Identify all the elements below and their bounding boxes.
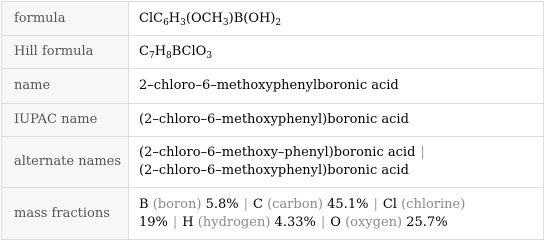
formula-subscript: 3 xyxy=(180,17,186,28)
alternate-name: (2–chloro–6–methoxyphenyl)boronic acid xyxy=(139,163,409,178)
element-name: (chlorine) xyxy=(401,196,466,212)
element-symbol: B xyxy=(139,196,149,212)
formula-subscript: 7 xyxy=(148,51,155,61)
table-row-alternate-names xyxy=(2,137,544,188)
separator: | xyxy=(420,145,425,160)
mass-fraction: 4.33% xyxy=(274,214,316,230)
iupac-name-value: (2–chloro–6–methoxyphenyl)boronic acid xyxy=(129,104,544,137)
formula-part: (OCH xyxy=(185,10,223,26)
formula-part: )B(OH) xyxy=(228,10,276,26)
table-row-name xyxy=(2,69,544,104)
row-label: name xyxy=(2,69,129,104)
table-row-formula xyxy=(2,2,544,36)
formula-subscript: 3 xyxy=(206,51,213,61)
mass-fractions-value xyxy=(129,188,544,240)
element-name: (hydrogen) xyxy=(197,214,271,230)
row-label: alternate names xyxy=(2,137,129,188)
row-label: IUPAC name xyxy=(2,104,129,137)
table-row-iupac-name xyxy=(2,104,544,137)
name-value: 2–chloro–6–methoxyphenylboronic acid xyxy=(129,69,544,104)
mass-fraction: 19% xyxy=(139,214,168,230)
row-label: Hill formula xyxy=(2,36,129,69)
formula-subscript: 6 xyxy=(163,17,169,28)
element-symbol: O xyxy=(330,214,341,230)
formula-part: H xyxy=(168,10,181,26)
properties-table xyxy=(1,1,544,240)
mass-fraction: 5.8% xyxy=(205,196,239,212)
element-name: (oxygen) xyxy=(345,214,403,230)
row-label: mass fractions xyxy=(2,188,129,240)
formula-subscript: 2 xyxy=(275,17,282,28)
separator: | xyxy=(243,196,248,212)
formula-value xyxy=(129,2,544,36)
formula-part: H xyxy=(154,44,167,59)
element-name: (boron) xyxy=(152,196,202,212)
mass-fraction: 45.1% xyxy=(327,196,369,212)
row-label: formula xyxy=(2,2,129,36)
formula-subscript: 3 xyxy=(222,17,229,28)
alternate-names-value xyxy=(129,137,544,188)
hill-formula-value xyxy=(129,36,544,69)
element-symbol: C xyxy=(252,196,263,212)
alternate-name: (2–chloro–6–methoxy–phenyl)boronic acid xyxy=(139,145,416,160)
formula-part: ClC xyxy=(139,10,164,26)
element-name: (carbon) xyxy=(267,196,323,212)
table-row-mass-fractions xyxy=(2,188,544,240)
separator: | xyxy=(172,214,178,230)
separator: | xyxy=(320,214,326,230)
element-symbol: Cl xyxy=(382,196,397,212)
separator: | xyxy=(373,196,378,212)
formula-part: BClO xyxy=(171,44,207,59)
table-row-hill-formula xyxy=(2,36,544,69)
element-symbol: H xyxy=(182,214,194,230)
mass-fraction: 25.7% xyxy=(406,214,448,230)
formula-part: C xyxy=(139,44,149,59)
formula-subscript: 8 xyxy=(166,51,172,61)
